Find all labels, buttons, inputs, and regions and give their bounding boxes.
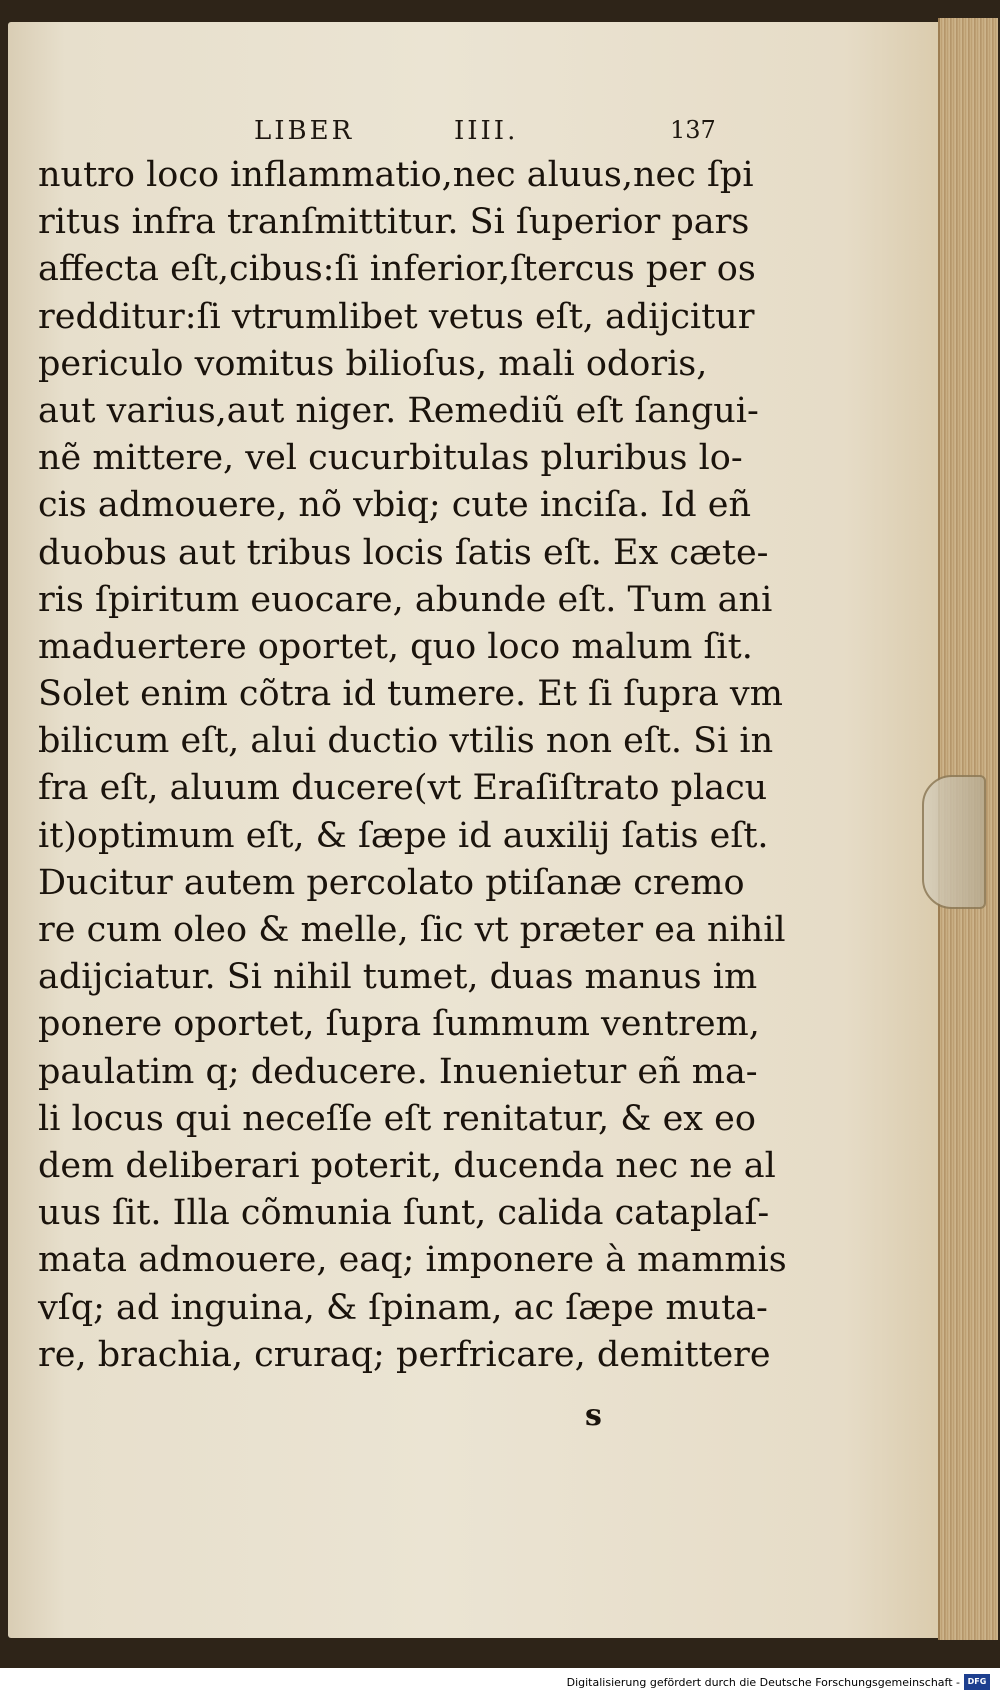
footer-credit: Digitalisierung gefördert durch die Deutsche Forschungsgemeinschaft -: [566, 1676, 960, 1689]
text-line: ris ſpiritum euocare, abunde eſt. Tum ani: [38, 579, 773, 620]
text-line: ritus infra tranſmittitur. Si ſuperior pars: [38, 202, 750, 243]
text-line: adijciatur. Si nihil tumet, duas manus im: [38, 957, 758, 998]
text-line: mata admouere, eaq; imponere à mammis: [38, 1240, 787, 1281]
text-line: periculo vomitus bilioſus, mali odoris,: [38, 343, 708, 384]
text-line: uus ſit. Illa cõmunia ſunt, calida cataplaſ-: [38, 1193, 770, 1234]
footer-bar: [0, 1668, 1000, 1698]
text-line: re, brachia, cruraq; perfricare, demittere: [38, 1334, 771, 1375]
running-head-right: IIII.: [454, 116, 519, 146]
body-text: [38, 152, 787, 1379]
text-line: vſq; ad inguina, & ſpinam, ac ſæpe muta-: [38, 1287, 768, 1328]
text-line: duobus aut tribus locis ſatis eſt. Ex cæte-: [38, 532, 769, 573]
text-line: nẽ mittere, vel cucurbitulas pluribus lo-: [38, 438, 743, 479]
running-head: [40, 112, 730, 152]
text-line: aut varius,aut niger. Remediũ eſt ſangui-: [38, 390, 759, 431]
signature-mark: s: [585, 1398, 602, 1433]
text-line: redditur:ſi vtrumlibet vetus eſt, adijcitur: [38, 296, 755, 337]
text-line: cis admouere, nõ vbiq; cute inciſa. Id eñ: [38, 485, 752, 526]
bookmark-tab: [922, 775, 986, 909]
dfg-logo: DFG: [964, 1674, 990, 1690]
text-line: fra eſt, aluum ducere(vt Eraſiſtrato placu: [38, 768, 768, 809]
text-line: it)optimum eſt, & ſæpe id auxilij ſatis eſt.: [38, 815, 769, 856]
text-line: li locus qui neceſſe eſt renitatur, & ex eo: [38, 1098, 756, 1139]
text-line: Solet enim cõtra id tumere. Et ſi ſupra vm: [38, 674, 783, 715]
running-head-left: LIBER: [254, 116, 355, 146]
text-line: Ducitur autem percolato ptiſanæ cremo: [38, 862, 745, 903]
text-line: re cum oleo & melle, ſic vt præter ea nihil: [38, 910, 786, 950]
text-line: affecta eſt,cibus:ſi inferior,ſtercus per os: [38, 249, 756, 290]
text-line: bilicum eſt, alui ductio vtilis non eſt. Si in: [38, 721, 774, 762]
text-line: dem deliberari poterit, ducenda nec ne al: [38, 1145, 776, 1186]
text-line: ponere oportet, ſupra ſummum ventrem,: [38, 1004, 760, 1045]
text-line: nutro loco inflammatio,nec aluus,nec ſpi: [38, 155, 754, 195]
text-line: paulatim q; deducere. Inuenietur eñ ma-: [38, 1051, 758, 1092]
folio-number: 137: [670, 116, 716, 144]
text-line: maduertere oportet, quo loco malum ſit.: [38, 626, 753, 667]
